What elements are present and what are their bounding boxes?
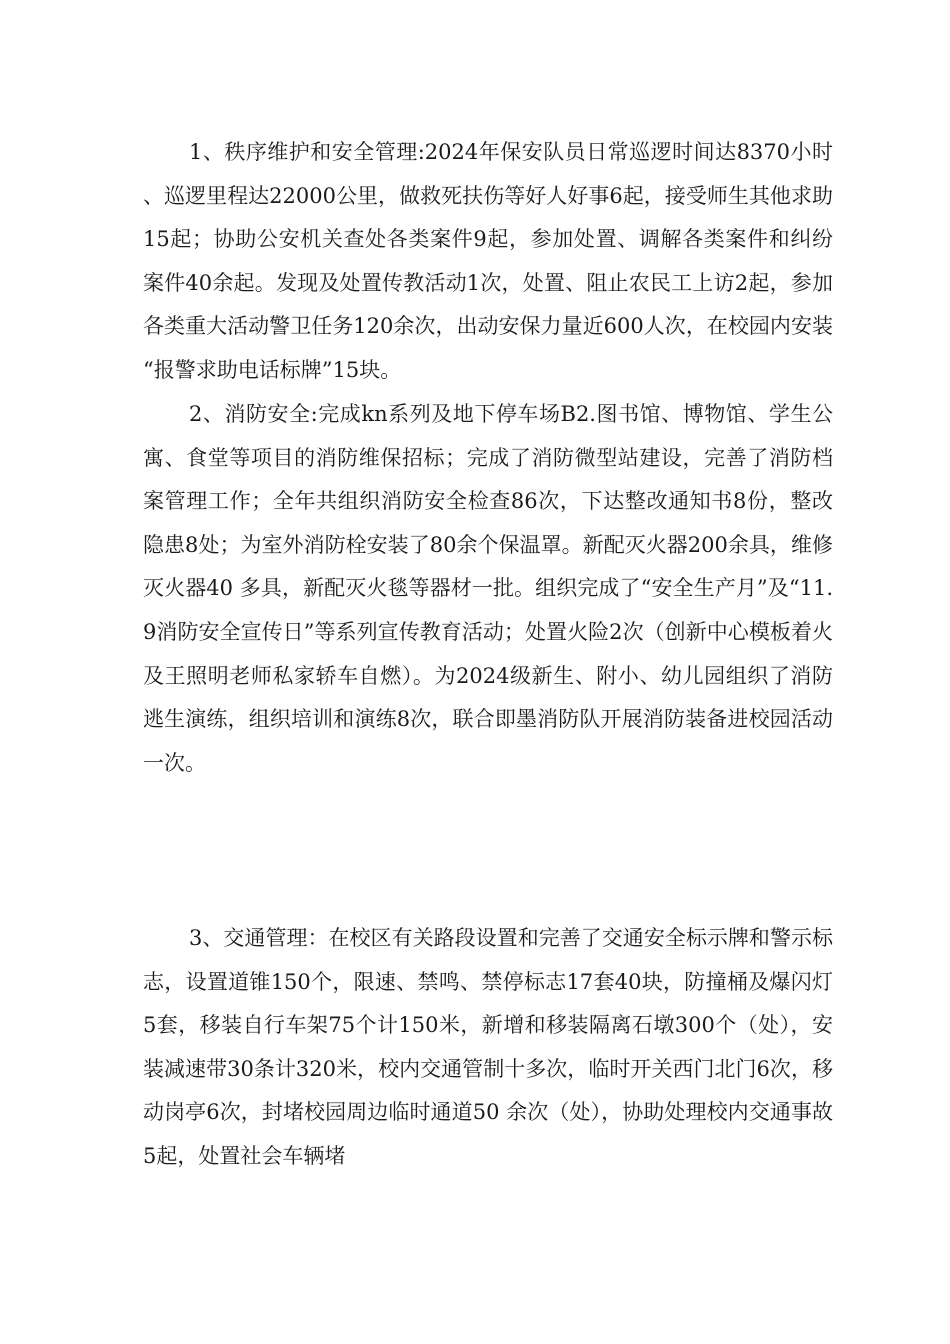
- paragraph-order-and-security: 1、秩序维护和安全管理:2024年保安队员日常巡逻时间达8370小时、巡逻里程达22000公里，做救死扶伤等好人好事6起，接受师生其他求助15起；协助公安机关查处各类案件9起，参加处置、调解各类案件和纠纷案件40余起。发现及处置传教活动1次，处置、阻止农民工上访2起，参加各类重大活动警卫任务120余次，出动安保力量近600人次，在校园内安装“报警求助电话标牌”15块。: [143, 140, 833, 382]
- paragraph-traffic-management: 3、交通管理：在校区有关路段设置和完善了交通安全标示牌和警示标志，设置道锥150个，限速、禁鸣、禁停标志17套40块，防撞桶及爆闪灯5套，移装自行车架75个计150米，新增和移装隔离石墩300个（处），安装减速带30条计320米，校内交通管制十多次，临时开关西门北门6次，移动岗亭6次，封堵校园周边临时通道50 余次（处），协助处理校内交通事故5起，处置社会车辆堵: [143, 926, 833, 1168]
- paragraph-fire-safety: 2、消防安全:完成kn系列及地下停车场B2.图书馆、博物馆、学生公寓、食堂等项目的消防维保招标；完成了消防微型站建设，完善了消防档案管理工作；全年共组织消防安全检查86次，下达整改通知书8份，整改隐患8处；为室外消防栓安装了80余个保温罩。新配灭火器200余具，维修灭火器40 多具，新配灭火毯等器材一批。组织完成了“安全生产月”及“11.9消防安全宣传日”等系列宣传教育活动；处置火险2次（创新中心模板着火及王照明老师私家轿车自燃）。为2024级新生、附小、幼儿园组织了消防逃生演练，组织培训和演练8次，联合即墨消防队开展消防装备进校园活动一次。: [143, 402, 833, 775]
